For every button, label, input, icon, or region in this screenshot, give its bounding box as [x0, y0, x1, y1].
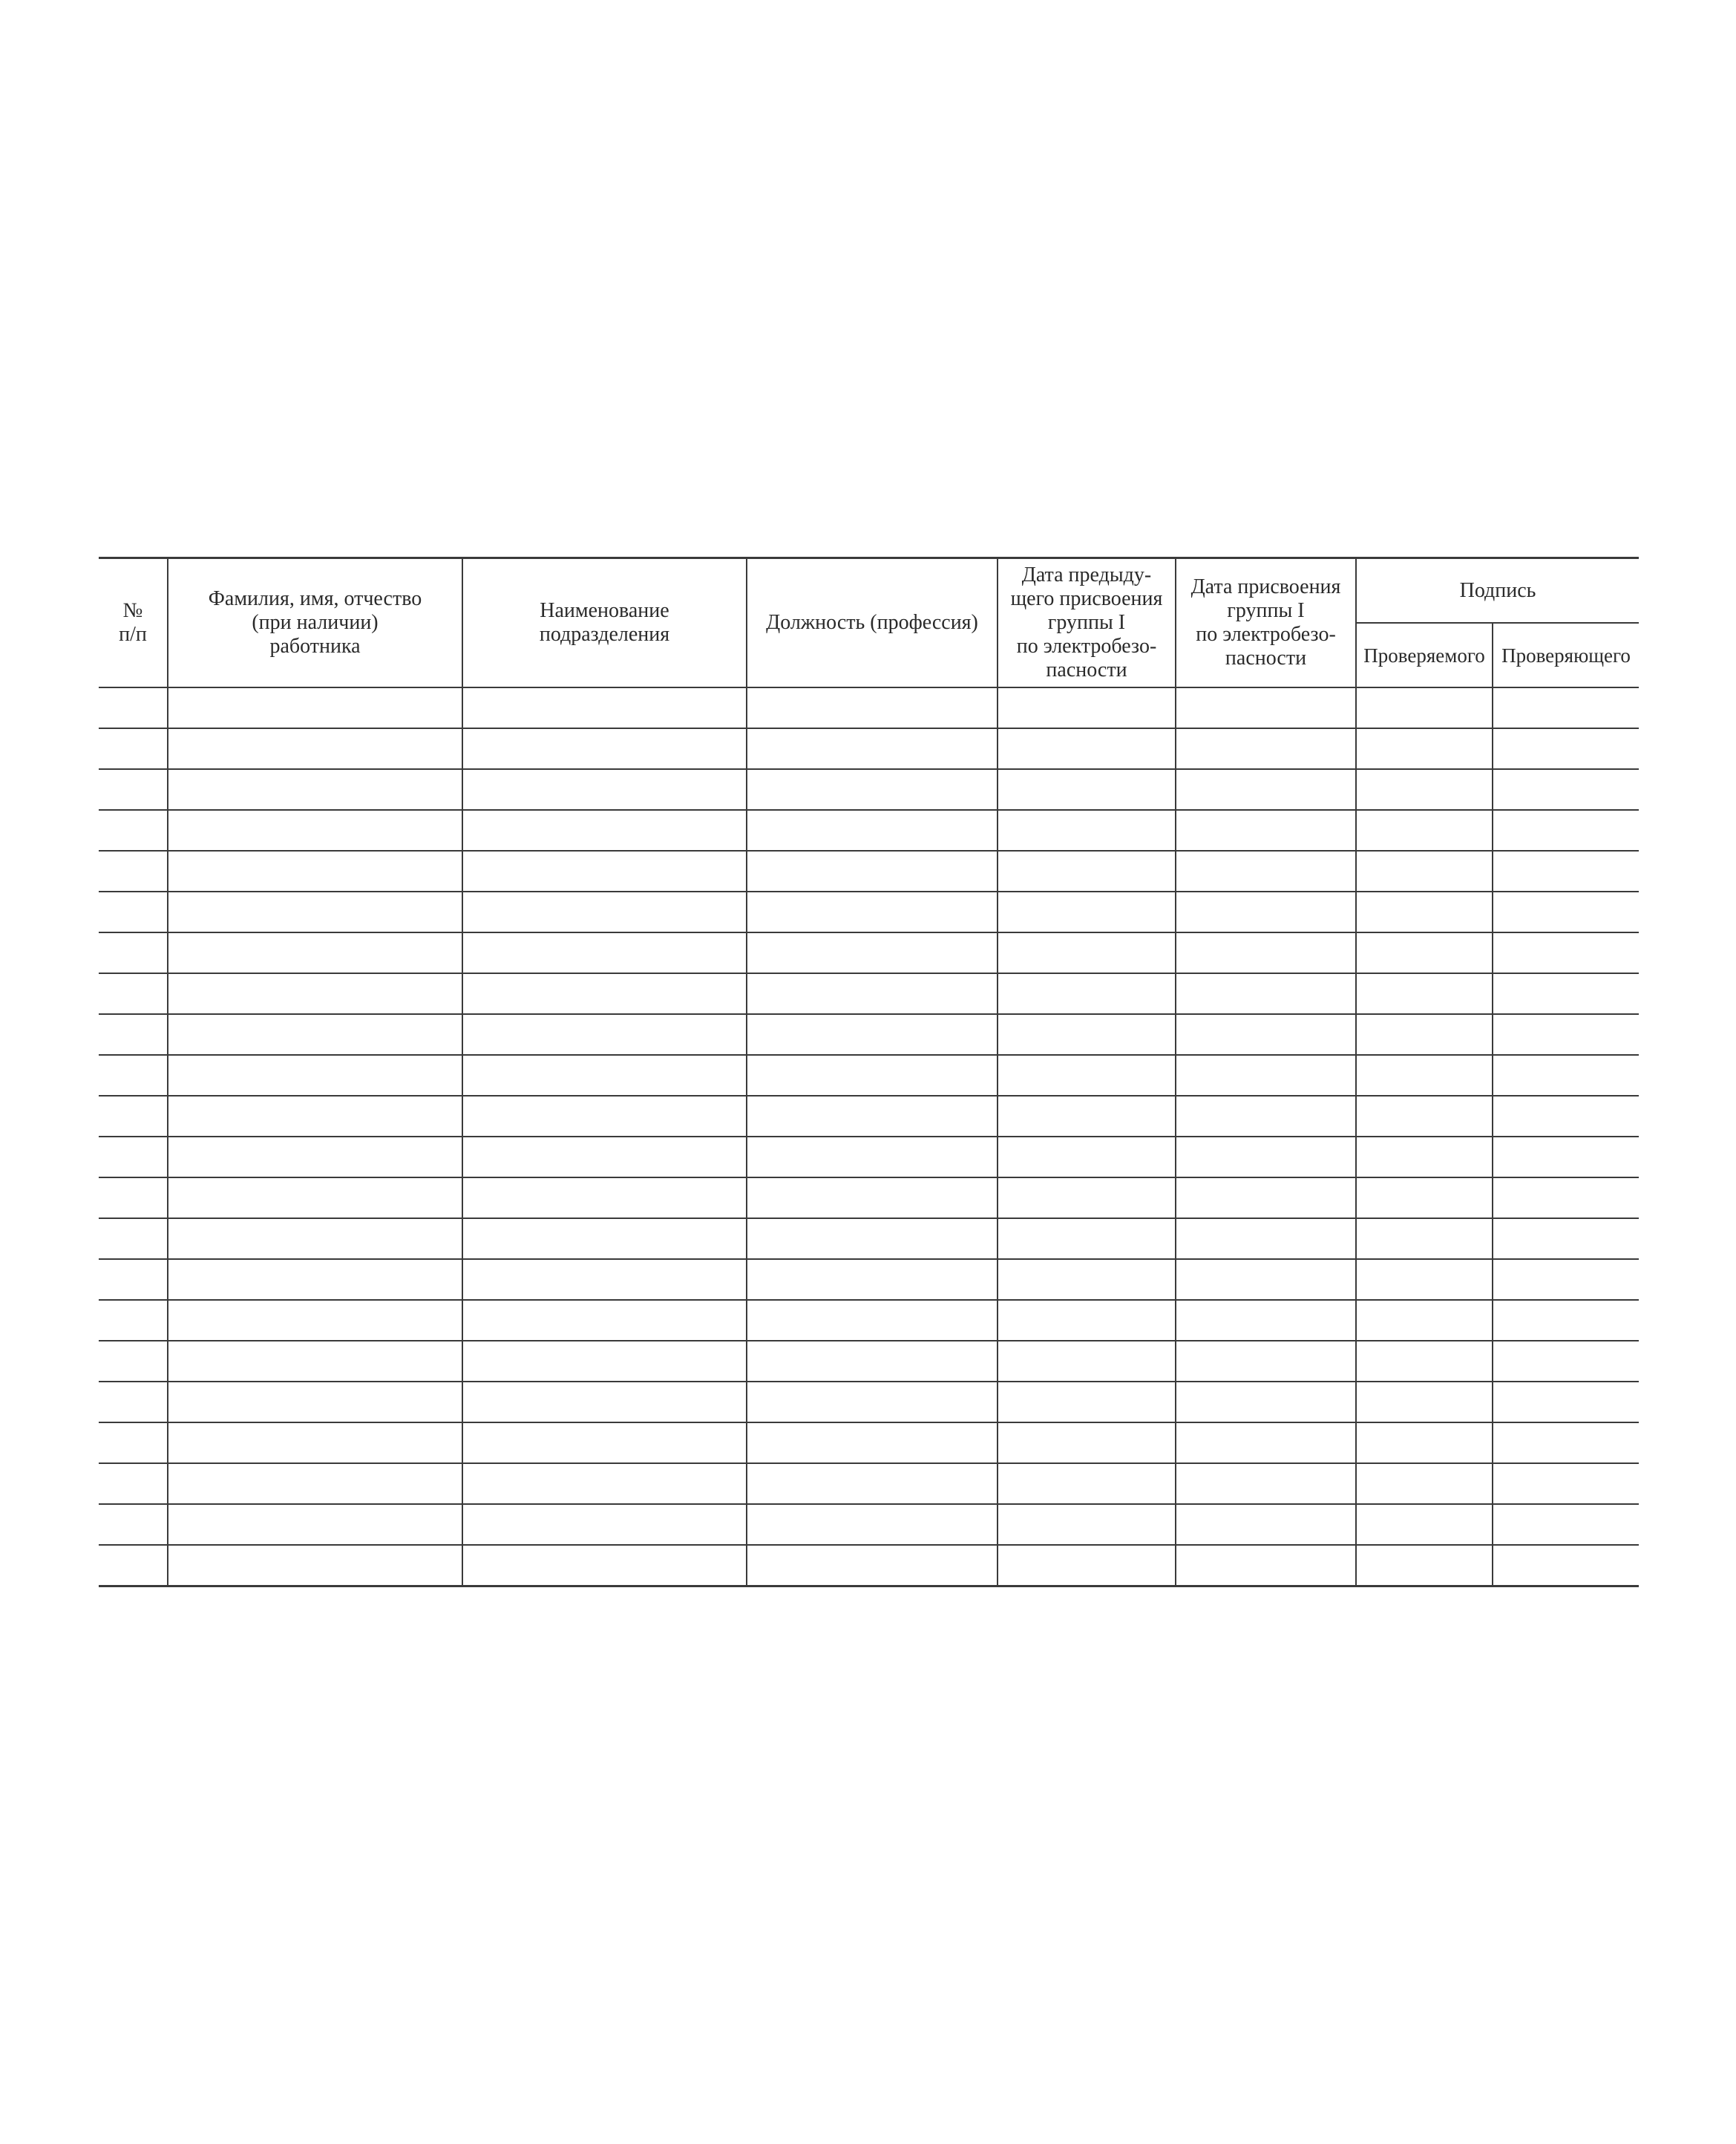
- cell-signature-checker[interactable]: [1493, 769, 1639, 810]
- electrical-safety-group-journal-table: [99, 557, 1639, 1587]
- cell-number[interactable]: [99, 728, 168, 769]
- cell-previous-date[interactable]: [998, 1259, 1176, 1300]
- cell-signature-checked[interactable]: [1356, 1055, 1493, 1096]
- table-row: [99, 1463, 1639, 1504]
- cell-department[interactable]: [462, 1177, 747, 1218]
- cell-signature-checker[interactable]: [1493, 1218, 1639, 1259]
- cell-signature-checked[interactable]: [1356, 973, 1493, 1014]
- header-row-main: [99, 558, 1639, 624]
- cell-signature-checked[interactable]: [1356, 1545, 1493, 1586]
- header-previous-date: [998, 558, 1176, 688]
- cell-assignment-date[interactable]: [1176, 1422, 1356, 1463]
- cell-number[interactable]: [99, 1055, 168, 1096]
- cell-department[interactable]: [462, 1014, 747, 1055]
- cell-department[interactable]: [462, 1463, 747, 1504]
- cell-assignment-date[interactable]: [1176, 892, 1356, 932]
- cell-signature-checker[interactable]: [1493, 687, 1639, 728]
- cell-signature-checked[interactable]: [1356, 1382, 1493, 1422]
- table-body: [99, 687, 1639, 1586]
- header-assignment-date: [1176, 558, 1356, 688]
- cell-position[interactable]: [747, 769, 998, 810]
- cell-signature-checked[interactable]: [1356, 1504, 1493, 1545]
- cell-assignment-date[interactable]: [1176, 1177, 1356, 1218]
- cell-position[interactable]: [747, 1422, 998, 1463]
- cell-signature-checker[interactable]: [1493, 1382, 1639, 1422]
- table-row: [99, 1422, 1639, 1463]
- header-position: [747, 558, 998, 688]
- cell-assignment-date[interactable]: [1176, 687, 1356, 728]
- cell-assignment-date[interactable]: [1176, 810, 1356, 851]
- cell-previous-date[interactable]: [998, 1218, 1176, 1259]
- cell-signature-checked[interactable]: [1356, 1218, 1493, 1259]
- cell-previous-date[interactable]: [998, 687, 1176, 728]
- cell-full-name[interactable]: [168, 1177, 462, 1218]
- cell-position[interactable]: [747, 1259, 998, 1300]
- cell-number[interactable]: [99, 851, 168, 892]
- cell-signature-checker[interactable]: [1493, 1096, 1639, 1137]
- cell-number[interactable]: [99, 1300, 168, 1341]
- header-signature-checked: [1356, 623, 1493, 687]
- table-row: [99, 687, 1639, 728]
- table-row: [99, 1055, 1639, 1096]
- cell-previous-date[interactable]: [998, 769, 1176, 810]
- cell-previous-date[interactable]: [998, 1055, 1176, 1096]
- cell-department[interactable]: [462, 810, 747, 851]
- cell-assignment-date[interactable]: [1176, 1300, 1356, 1341]
- cell-previous-date[interactable]: [998, 1545, 1176, 1586]
- cell-full-name[interactable]: [168, 851, 462, 892]
- cell-assignment-date[interactable]: [1176, 1504, 1356, 1545]
- cell-number[interactable]: [99, 1382, 168, 1422]
- cell-position[interactable]: [747, 932, 998, 973]
- cell-signature-checker[interactable]: [1493, 1137, 1639, 1177]
- cell-position[interactable]: [747, 1218, 998, 1259]
- cell-number[interactable]: [99, 1341, 168, 1382]
- cell-number[interactable]: [99, 769, 168, 810]
- cell-signature-checker[interactable]: [1493, 810, 1639, 851]
- cell-assignment-date[interactable]: [1176, 728, 1356, 769]
- cell-position[interactable]: [747, 1341, 998, 1382]
- header-full-name: [168, 558, 462, 688]
- cell-previous-date[interactable]: [998, 851, 1176, 892]
- cell-assignment-date[interactable]: [1176, 1341, 1356, 1382]
- cell-department[interactable]: [462, 1055, 747, 1096]
- cell-previous-date[interactable]: [998, 1504, 1176, 1545]
- cell-number[interactable]: [99, 1259, 168, 1300]
- table-row: [99, 1137, 1639, 1177]
- cell-full-name[interactable]: [168, 973, 462, 1014]
- cell-previous-date[interactable]: [998, 1422, 1176, 1463]
- cell-number[interactable]: [99, 1463, 168, 1504]
- cell-signature-checked[interactable]: [1356, 1422, 1493, 1463]
- header-department-label: Наименование подразделения: [539, 599, 670, 646]
- cell-number[interactable]: [99, 932, 168, 973]
- header-previous-date-label: Дата предыду- щего присвоения группы I по электробезо- пасности: [1010, 563, 1163, 682]
- cell-position[interactable]: [747, 1014, 998, 1055]
- cell-position[interactable]: [747, 687, 998, 728]
- table-row: [99, 1382, 1639, 1422]
- cell-previous-date[interactable]: [998, 1382, 1176, 1422]
- header-number: [99, 558, 168, 688]
- cell-position[interactable]: [747, 810, 998, 851]
- cell-assignment-date[interactable]: [1176, 1055, 1356, 1096]
- table-row: [99, 1545, 1639, 1586]
- cell-number[interactable]: [99, 1504, 168, 1545]
- cell-department[interactable]: [462, 1341, 747, 1382]
- cell-signature-checked[interactable]: [1356, 728, 1493, 769]
- cell-department[interactable]: [462, 1096, 747, 1137]
- cell-department[interactable]: [462, 973, 747, 1014]
- table-row: [99, 892, 1639, 932]
- cell-previous-date[interactable]: [998, 1014, 1176, 1055]
- cell-signature-checked[interactable]: [1356, 892, 1493, 932]
- cell-position[interactable]: [747, 973, 998, 1014]
- cell-full-name[interactable]: [168, 1300, 462, 1341]
- cell-signature-checker[interactable]: [1493, 973, 1639, 1014]
- table-row: [99, 851, 1639, 892]
- cell-previous-date[interactable]: [998, 892, 1176, 932]
- cell-number[interactable]: [99, 1096, 168, 1137]
- cell-signature-checker[interactable]: [1493, 892, 1639, 932]
- cell-signature-checked[interactable]: [1356, 1259, 1493, 1300]
- cell-position[interactable]: [747, 892, 998, 932]
- cell-full-name[interactable]: [168, 1096, 462, 1137]
- cell-signature-checker[interactable]: [1493, 1341, 1639, 1382]
- header-full-name-label: Фамилия, имя, отчество (при наличии) работника: [208, 587, 422, 658]
- table-row: [99, 1014, 1639, 1055]
- cell-position[interactable]: [747, 1300, 998, 1341]
- cell-previous-date[interactable]: [998, 932, 1176, 973]
- cell-previous-date[interactable]: [998, 1137, 1176, 1177]
- cell-previous-date[interactable]: [998, 1177, 1176, 1218]
- cell-number[interactable]: [99, 687, 168, 728]
- cell-signature-checked[interactable]: [1356, 769, 1493, 810]
- header-signature-checker-label: Проверяющего: [1501, 644, 1631, 667]
- cell-signature-checker[interactable]: [1493, 1259, 1639, 1300]
- cell-full-name[interactable]: [168, 1137, 462, 1177]
- cell-full-name[interactable]: [168, 1014, 462, 1055]
- cell-department[interactable]: [462, 728, 747, 769]
- header-signature-label: Подпись: [1459, 578, 1536, 602]
- cell-assignment-date[interactable]: [1176, 1382, 1356, 1422]
- cell-assignment-date[interactable]: [1176, 851, 1356, 892]
- cell-position[interactable]: [747, 728, 998, 769]
- header-department: [462, 558, 747, 688]
- table-row: [99, 769, 1639, 810]
- table-row: [99, 1300, 1639, 1341]
- cell-number[interactable]: [99, 1218, 168, 1259]
- cell-signature-checked[interactable]: [1356, 1177, 1493, 1218]
- cell-number[interactable]: [99, 1545, 168, 1586]
- cell-number[interactable]: [99, 973, 168, 1014]
- header-number-label: № п/п: [119, 599, 147, 646]
- table-row: [99, 1177, 1639, 1218]
- cell-assignment-date[interactable]: [1176, 1096, 1356, 1137]
- cell-department[interactable]: [462, 1259, 747, 1300]
- cell-full-name[interactable]: [168, 810, 462, 851]
- cell-full-name[interactable]: [168, 1341, 462, 1382]
- cell-signature-checker[interactable]: [1493, 851, 1639, 892]
- cell-full-name[interactable]: [168, 1382, 462, 1422]
- cell-position[interactable]: [747, 1382, 998, 1422]
- cell-previous-date[interactable]: [998, 728, 1176, 769]
- table-header: [99, 558, 1639, 688]
- cell-full-name[interactable]: [168, 1422, 462, 1463]
- cell-number[interactable]: [99, 1422, 168, 1463]
- cell-signature-checker[interactable]: [1493, 1300, 1639, 1341]
- cell-signature-checked[interactable]: [1356, 810, 1493, 851]
- cell-signature-checked[interactable]: [1356, 851, 1493, 892]
- table-row: [99, 973, 1639, 1014]
- cell-number[interactable]: [99, 1177, 168, 1218]
- cell-number[interactable]: [99, 892, 168, 932]
- table-row: [99, 1504, 1639, 1545]
- cell-signature-checked[interactable]: [1356, 932, 1493, 973]
- cell-full-name[interactable]: [168, 728, 462, 769]
- cell-department[interactable]: [462, 1218, 747, 1259]
- header-position-label: Должность (профессия): [766, 611, 978, 634]
- cell-signature-checker[interactable]: [1493, 1014, 1639, 1055]
- cell-full-name[interactable]: [168, 769, 462, 810]
- cell-position[interactable]: [747, 1504, 998, 1545]
- cell-assignment-date[interactable]: [1176, 1545, 1356, 1586]
- cell-department[interactable]: [462, 892, 747, 932]
- header-signature: [1356, 558, 1639, 624]
- cell-previous-date[interactable]: [998, 973, 1176, 1014]
- cell-position[interactable]: [747, 851, 998, 892]
- cell-position[interactable]: [747, 1137, 998, 1177]
- header-assignment-date-label: Дата присвоения группы I по электробезо- пасности: [1190, 575, 1341, 670]
- table-row: [99, 728, 1639, 769]
- cell-number[interactable]: [99, 1014, 168, 1055]
- cell-signature-checked[interactable]: [1356, 1463, 1493, 1504]
- cell-signature-checker[interactable]: [1493, 1504, 1639, 1545]
- table-row: [99, 932, 1639, 973]
- cell-signature-checker[interactable]: [1493, 1055, 1639, 1096]
- cell-department[interactable]: [462, 932, 747, 973]
- cell-department[interactable]: [462, 769, 747, 810]
- cell-full-name[interactable]: [168, 1218, 462, 1259]
- cell-number[interactable]: [99, 1137, 168, 1177]
- cell-assignment-date[interactable]: [1176, 1259, 1356, 1300]
- cell-department[interactable]: [462, 851, 747, 892]
- cell-signature-checker[interactable]: [1493, 932, 1639, 973]
- cell-previous-date[interactable]: [998, 1300, 1176, 1341]
- cell-department[interactable]: [462, 1545, 747, 1586]
- cell-signature-checked[interactable]: [1356, 687, 1493, 728]
- cell-position[interactable]: [747, 1177, 998, 1218]
- cell-signature-checked[interactable]: [1356, 1096, 1493, 1137]
- cell-full-name[interactable]: [168, 687, 462, 728]
- cell-full-name[interactable]: [168, 1545, 462, 1586]
- cell-signature-checker[interactable]: [1493, 1422, 1639, 1463]
- cell-full-name[interactable]: [168, 1055, 462, 1096]
- cell-previous-date[interactable]: [998, 1463, 1176, 1504]
- cell-signature-checker[interactable]: [1493, 1545, 1639, 1586]
- table-row: [99, 1259, 1639, 1300]
- cell-department[interactable]: [462, 1422, 747, 1463]
- cell-full-name[interactable]: [168, 1259, 462, 1300]
- cell-assignment-date[interactable]: [1176, 1463, 1356, 1504]
- cell-assignment-date[interactable]: [1176, 769, 1356, 810]
- cell-assignment-date[interactable]: [1176, 973, 1356, 1014]
- cell-signature-checked[interactable]: [1356, 1137, 1493, 1177]
- cell-signature-checker[interactable]: [1493, 1177, 1639, 1218]
- cell-signature-checker[interactable]: [1493, 1463, 1639, 1504]
- cell-position[interactable]: [747, 1055, 998, 1096]
- header-signature-checked-label: Проверяемого: [1363, 644, 1485, 667]
- cell-full-name[interactable]: [168, 1463, 462, 1504]
- cell-department[interactable]: [462, 687, 747, 728]
- cell-signature-checked[interactable]: [1356, 1014, 1493, 1055]
- cell-assignment-date[interactable]: [1176, 1014, 1356, 1055]
- cell-department[interactable]: [462, 1137, 747, 1177]
- cell-position[interactable]: [747, 1463, 998, 1504]
- table-row: [99, 1218, 1639, 1259]
- table-row: [99, 1096, 1639, 1137]
- cell-full-name[interactable]: [168, 892, 462, 932]
- table-row: [99, 810, 1639, 851]
- table-row: [99, 1341, 1639, 1382]
- cell-full-name[interactable]: [168, 932, 462, 973]
- cell-full-name[interactable]: [168, 1504, 462, 1545]
- header-signature-checker: [1493, 623, 1639, 687]
- cell-assignment-date[interactable]: [1176, 932, 1356, 973]
- cell-department[interactable]: [462, 1300, 747, 1341]
- cell-assignment-date[interactable]: [1176, 1218, 1356, 1259]
- cell-previous-date[interactable]: [998, 1096, 1176, 1137]
- cell-previous-date[interactable]: [998, 1341, 1176, 1382]
- cell-signature-checked[interactable]: [1356, 1300, 1493, 1341]
- cell-previous-date[interactable]: [998, 810, 1176, 851]
- cell-department[interactable]: [462, 1504, 747, 1545]
- cell-position[interactable]: [747, 1545, 998, 1586]
- cell-number[interactable]: [99, 810, 168, 851]
- cell-position[interactable]: [747, 1096, 998, 1137]
- cell-signature-checker[interactable]: [1493, 728, 1639, 769]
- cell-assignment-date[interactable]: [1176, 1137, 1356, 1177]
- cell-signature-checked[interactable]: [1356, 1341, 1493, 1382]
- cell-department[interactable]: [462, 1382, 747, 1422]
